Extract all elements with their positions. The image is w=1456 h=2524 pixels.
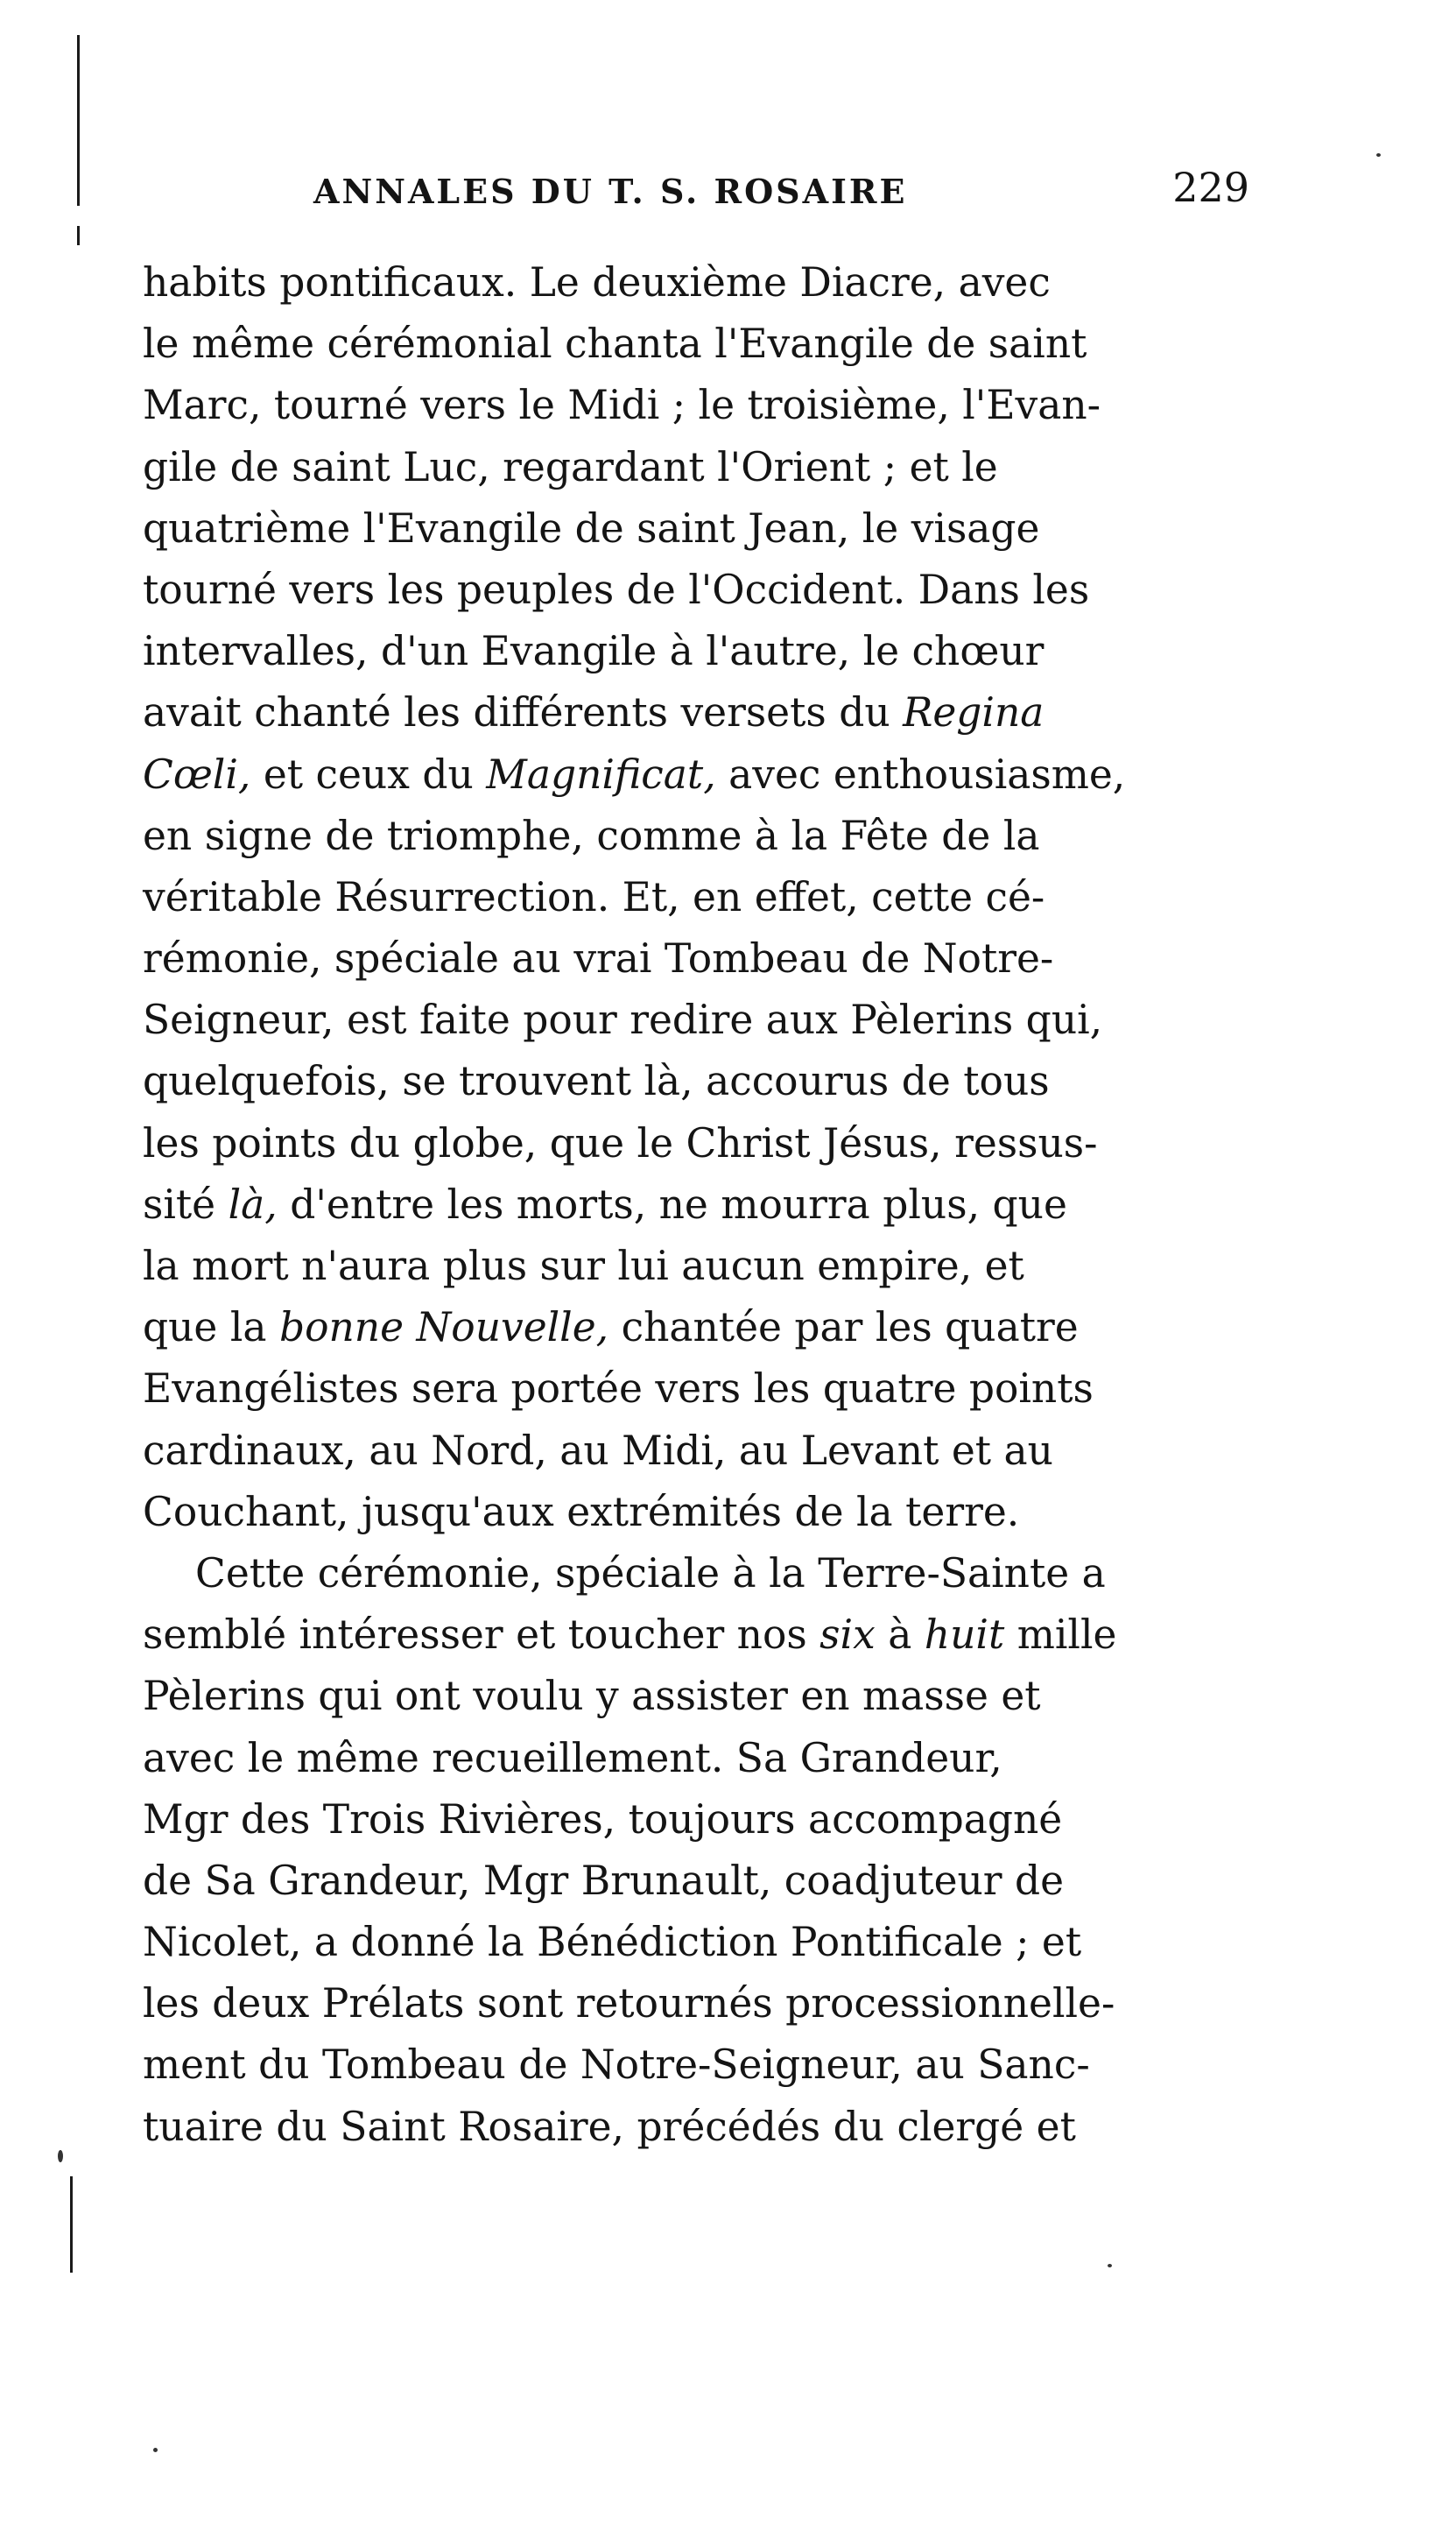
text-run: Mgr des Trois Rivières, toujours accompagné: [143, 1795, 1063, 1843]
text-line: [143, 1421, 1250, 1482]
paragraph: [143, 252, 1250, 1543]
text-run: d'entre les morts, ne mourra plus, que: [277, 1181, 1067, 1228]
text-run: quelquefois, se trouvent là, accourus de tous: [143, 1058, 1050, 1105]
text-line: [143, 682, 1250, 744]
text-run: véritable Résurrection. Et, en effet, cette cé-: [143, 873, 1045, 920]
scan-speck: [58, 2150, 63, 2162]
text-line: [143, 560, 1250, 621]
scan-margin-line: [70, 2176, 73, 2273]
text-run: semblé intéresser et toucher nos: [143, 1611, 820, 1659]
body-text: [143, 252, 1250, 2158]
text-run: Marc, tourné vers le Midi ; le troisième, l'Evan-: [143, 382, 1101, 429]
text-line: [143, 1851, 1250, 1912]
italic-text: bonne Nouvelle,: [278, 1304, 609, 1351]
text-line: [143, 314, 1250, 375]
text-run: à: [875, 1611, 925, 1659]
italic-text: huit: [924, 1611, 1005, 1659]
italic-text: Cœli,: [143, 751, 251, 798]
text-run: Pèlerins qui ont voulu y assister en masse et: [143, 1673, 1041, 1720]
text-line: [143, 806, 1250, 867]
text-run: que la: [143, 1304, 279, 1351]
text-run: avec le même recueillement. Sa Grandeur,: [143, 1734, 1002, 1781]
text-run: sité: [143, 1181, 229, 1228]
page-header: [313, 162, 1249, 211]
text-run: chantée par les quatre: [608, 1304, 1079, 1351]
text-run: tourné vers les peuples de l'Occident. Dans les: [143, 566, 1090, 613]
text-run: cardinaux, au Nord, au Midi, au Levant et au: [143, 1427, 1053, 1474]
text-run: le même cérémonial chanta l'Evangile de saint: [143, 321, 1087, 368]
text-run: quatrième l'Evangile de saint Jean, le visage: [143, 504, 1040, 552]
italic-text: là,: [228, 1181, 278, 1228]
text-line: [143, 498, 1250, 560]
text-line: [143, 990, 1250, 1051]
text-run: ment du Tombeau de Notre-Seigneur, au Sanc-: [143, 2041, 1090, 2089]
text-line: [143, 1604, 1250, 1666]
italic-text: six: [819, 1611, 876, 1659]
text-run: les deux Prélats sont retournés processionnelle-: [143, 1980, 1115, 2027]
text-run: gile de saint Luc, regardant l'Orient ; et le: [143, 443, 998, 490]
text-line: [143, 928, 1250, 990]
text-line: [143, 1973, 1250, 2034]
italic-text: Regina: [903, 689, 1045, 737]
text-line: [143, 744, 1250, 806]
scan-speck: [153, 2448, 158, 2452]
text-run: habits pontificaux. Le deuxième Diacre, avec: [143, 259, 1051, 306]
text-line: [143, 1789, 1250, 1851]
text-line: [143, 2034, 1250, 2096]
text-run: et ceux du: [250, 751, 487, 798]
text-run: Seigneur, est faite pour redire aux Pèlerins qui,: [143, 997, 1103, 1044]
text-line: [143, 252, 1250, 314]
text-run: tuaire du Saint Rosaire, précédés du clergé et: [143, 2103, 1076, 2150]
text-line: [143, 437, 1250, 498]
text-line: [143, 867, 1250, 928]
text-run: avait chanté les différents versets du: [143, 689, 904, 737]
scan-speck: [1376, 153, 1381, 157]
text-run: la mort n'aura plus sur lui aucun empire, et: [143, 1243, 1024, 1289]
text-line: [143, 1297, 1250, 1358]
text-run: en signe de triomphe, comme à la Fête de la: [143, 812, 1040, 859]
text-line: [143, 2097, 1250, 2158]
scan-speck: [1108, 2264, 1112, 2267]
text-line: [143, 1113, 1250, 1174]
scan-margin-line: [77, 35, 80, 206]
text-run: Nicolet, a donné la Bénédiction Pontificale ; et: [143, 1919, 1082, 1966]
text-run: les points du globe, que le Christ Jésus, ressus-: [143, 1119, 1098, 1167]
italic-text: Magnificat,: [486, 751, 716, 798]
running-title: ANNALES DU T. S. ROSAIRE: [313, 172, 908, 211]
text-run: avec enthousiasme,: [715, 751, 1126, 798]
text-run: Cette cérémonie, spéciale à la Terre-Sainte a: [195, 1549, 1106, 1597]
text-line: [143, 1666, 1250, 1727]
text-run: intervalles, d'un Evangile à l'autre, le chœur: [143, 628, 1045, 675]
text-line: [143, 1912, 1250, 1973]
text-line: [143, 1543, 1250, 1604]
text-line: [143, 375, 1250, 436]
text-run: de Sa Grandeur, Mgr Brunault, coadjuteur de: [143, 1857, 1065, 1904]
text-run: Couchant, jusqu'aux extrémités de la terre.: [143, 1488, 1020, 1535]
text-line: [143, 1236, 1250, 1297]
text-run: mille: [1004, 1611, 1117, 1659]
text-line: [143, 1358, 1250, 1420]
text-line: [143, 1482, 1250, 1543]
paragraph: [143, 1543, 1250, 2158]
text-line: [143, 1728, 1250, 1789]
scan-margin-line: [77, 226, 80, 245]
text-line: [143, 621, 1250, 682]
text-run: rémonie, spéciale au vrai Tombeau de Notre-: [143, 935, 1054, 983]
text-line: [143, 1174, 1250, 1236]
text-line: [143, 1051, 1250, 1112]
text-run: Evangélistes sera portée vers les quatre points: [143, 1365, 1094, 1413]
page-number: 229: [1172, 164, 1249, 211]
